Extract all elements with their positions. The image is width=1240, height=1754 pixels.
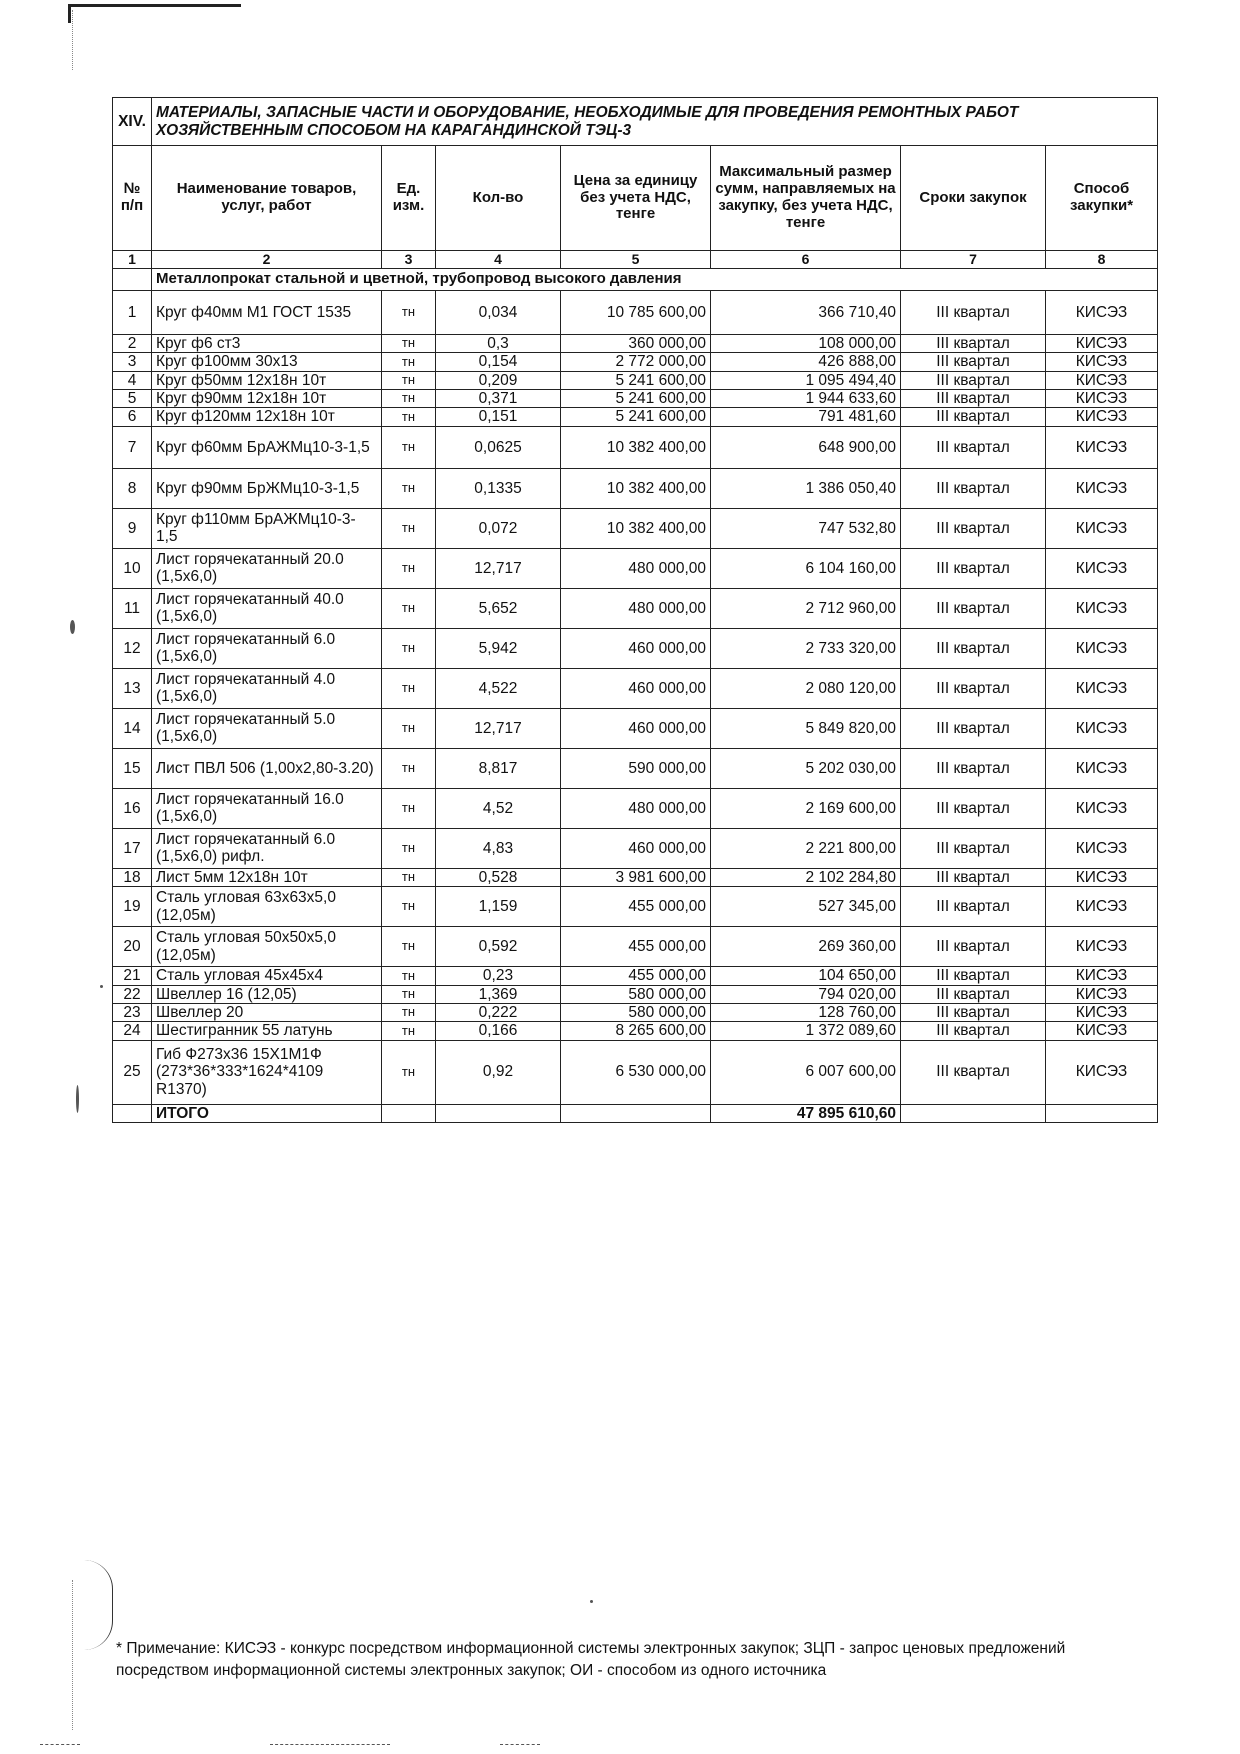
max-sum: 527 345,00 bbox=[711, 887, 901, 927]
procurement-period: III квартал bbox=[901, 508, 1046, 548]
unit-price: 460 000,00 bbox=[561, 628, 711, 668]
row-number: 1 bbox=[113, 291, 152, 335]
table-row bbox=[113, 588, 1158, 628]
col-number: 8 bbox=[1046, 251, 1158, 269]
quantity: 0,92 bbox=[436, 1040, 561, 1104]
unit-price: 3 981 600,00 bbox=[561, 868, 711, 886]
total-blank bbox=[901, 1104, 1046, 1122]
quantity: 0,151 bbox=[436, 408, 561, 426]
item-name: Лист горячекатанный 4.0 (1,5х6,0) bbox=[152, 668, 382, 708]
table-row bbox=[113, 335, 1158, 353]
header-qty: Кол-во bbox=[436, 146, 561, 251]
item-name: Швеллер 20 bbox=[152, 1003, 382, 1021]
unit-price: 455 000,00 bbox=[561, 967, 711, 985]
unit-price: 10 785 600,00 bbox=[561, 291, 711, 335]
row-number: 19 bbox=[113, 887, 152, 927]
unit-of-measure: тн bbox=[382, 927, 436, 967]
table-row bbox=[113, 708, 1158, 748]
max-sum: 2 102 284,80 bbox=[711, 868, 901, 886]
category-row bbox=[113, 269, 1158, 291]
procurement-method: КИСЭЗ bbox=[1046, 408, 1158, 426]
procurement-period: III квартал bbox=[901, 1003, 1046, 1021]
unit-price: 580 000,00 bbox=[561, 1003, 711, 1021]
unit-price: 590 000,00 bbox=[561, 748, 711, 788]
item-name: Шестигранник 55 латунь bbox=[152, 1022, 382, 1040]
procurement-method: КИСЭЗ bbox=[1046, 1022, 1158, 1040]
procurement-method: КИСЭЗ bbox=[1046, 887, 1158, 927]
unit-price: 10 382 400,00 bbox=[561, 508, 711, 548]
row-number: 4 bbox=[113, 371, 152, 389]
row-number: 20 bbox=[113, 927, 152, 967]
col-number: 6 bbox=[711, 251, 901, 269]
item-name: Лист горячекатанный 6.0 (1,5х6,0) bbox=[152, 628, 382, 668]
unit-of-measure: тн bbox=[382, 868, 436, 886]
header-num: № п/п bbox=[113, 146, 152, 251]
procurement-method: КИСЭЗ bbox=[1046, 748, 1158, 788]
max-sum: 426 888,00 bbox=[711, 353, 901, 371]
quantity: 0,0625 bbox=[436, 426, 561, 468]
item-name: Круг ф6 ст3 bbox=[152, 335, 382, 353]
table-row bbox=[113, 927, 1158, 967]
item-name: Гиб Ф273х36 15Х1М1Ф (273*36*333*1624*4109 R1370) bbox=[152, 1040, 382, 1104]
procurement-period: III квартал bbox=[901, 1040, 1046, 1104]
total-blank bbox=[113, 1104, 152, 1122]
unit-of-measure: тн bbox=[382, 408, 436, 426]
procurement-period: III квартал bbox=[901, 887, 1046, 927]
max-sum: 794 020,00 bbox=[711, 985, 901, 1003]
max-sum: 269 360,00 bbox=[711, 927, 901, 967]
quantity: 0,23 bbox=[436, 967, 561, 985]
row-number: 16 bbox=[113, 788, 152, 828]
procurement-period: III квартал bbox=[901, 828, 1046, 868]
row-number: 21 bbox=[113, 967, 152, 985]
unit-of-measure: тн bbox=[382, 508, 436, 548]
row-number: 25 bbox=[113, 1040, 152, 1104]
unit-of-measure: тн bbox=[382, 335, 436, 353]
procurement-method: КИСЭЗ bbox=[1046, 985, 1158, 1003]
unit-price: 5 241 600,00 bbox=[561, 408, 711, 426]
quantity: 0,371 bbox=[436, 390, 561, 408]
row-number: 7 bbox=[113, 426, 152, 468]
row-number: 17 bbox=[113, 828, 152, 868]
table-row bbox=[113, 426, 1158, 468]
procurement-method: КИСЭЗ bbox=[1046, 390, 1158, 408]
procurement-method: КИСЭЗ bbox=[1046, 588, 1158, 628]
procurement-period: III квартал bbox=[901, 985, 1046, 1003]
scan-speck bbox=[76, 1085, 79, 1113]
unit-price: 5 241 600,00 bbox=[561, 390, 711, 408]
header-period: Сроки закупок bbox=[901, 146, 1046, 251]
row-number: 24 bbox=[113, 1022, 152, 1040]
procurement-period: III квартал bbox=[901, 335, 1046, 353]
table-row bbox=[113, 748, 1158, 788]
scan-artifact bbox=[500, 1744, 540, 1745]
item-name: Сталь угловая 45х45х4 bbox=[152, 967, 382, 985]
table-row bbox=[113, 628, 1158, 668]
item-name: Лист ПВЛ 506 (1,00х2,80-3.20) bbox=[152, 748, 382, 788]
unit-price: 460 000,00 bbox=[561, 708, 711, 748]
quantity: 12,717 bbox=[436, 548, 561, 588]
table-row bbox=[113, 868, 1158, 886]
quantity: 0,3 bbox=[436, 335, 561, 353]
total-blank bbox=[382, 1104, 436, 1122]
section-title: МАТЕРИАЛЫ, ЗАПАСНЫЕ ЧАСТИ И ОБОРУДОВАНИЕ, НЕОБХОДИМЫЕ ДЛЯ ПРОВЕДЕНИЯ РЕМОНТНЫХ РАБОТ ХОЗЯЙСТВЕННЫМ СПОСОБОМ НА КАРАГАНДИНСКОЙ ТЭЦ-3 bbox=[152, 98, 1158, 146]
max-sum: 1 095 494,40 bbox=[711, 371, 901, 389]
max-sum: 128 760,00 bbox=[711, 1003, 901, 1021]
unit-price: 580 000,00 bbox=[561, 985, 711, 1003]
col-number: 7 bbox=[901, 251, 1046, 269]
quantity: 0,222 bbox=[436, 1003, 561, 1021]
quantity: 4,52 bbox=[436, 788, 561, 828]
table-row bbox=[113, 1022, 1158, 1040]
item-name: Лист горячекатанный 40.0 (1,5х6,0) bbox=[152, 588, 382, 628]
header-name: Наименование товаров, услуг, работ bbox=[152, 146, 382, 251]
quantity: 1,159 bbox=[436, 887, 561, 927]
col-number: 5 bbox=[561, 251, 711, 269]
row-number: 8 bbox=[113, 468, 152, 508]
item-name: Лист горячекатанный 6.0 (1,5х6,0) рифл. bbox=[152, 828, 382, 868]
unit-price: 10 382 400,00 bbox=[561, 426, 711, 468]
scan-artifact bbox=[72, 10, 73, 70]
unit-price: 360 000,00 bbox=[561, 335, 711, 353]
item-name: Круг ф90мм БрЖМц10-3-1,5 bbox=[152, 468, 382, 508]
unit-price: 10 382 400,00 bbox=[561, 468, 711, 508]
table-row bbox=[113, 668, 1158, 708]
unit-of-measure: тн bbox=[382, 1022, 436, 1040]
item-name: Круг ф110мм БрАЖМц10-3-1,5 bbox=[152, 508, 382, 548]
unit-price: 2 772 000,00 bbox=[561, 353, 711, 371]
unit-price: 6 530 000,00 bbox=[561, 1040, 711, 1104]
row-number: 3 bbox=[113, 353, 152, 371]
procurement-method: КИСЭЗ bbox=[1046, 788, 1158, 828]
max-sum: 747 532,80 bbox=[711, 508, 901, 548]
unit-of-measure: тн bbox=[382, 426, 436, 468]
unit-of-measure: тн bbox=[382, 390, 436, 408]
row-number: 12 bbox=[113, 628, 152, 668]
procurement-period: III квартал bbox=[901, 708, 1046, 748]
unit-of-measure: тн bbox=[382, 468, 436, 508]
unit-of-measure: тн bbox=[382, 353, 436, 371]
max-sum: 648 900,00 bbox=[711, 426, 901, 468]
header-row bbox=[113, 146, 1158, 251]
table-row bbox=[113, 353, 1158, 371]
quantity: 5,652 bbox=[436, 588, 561, 628]
max-sum: 1 386 050,40 bbox=[711, 468, 901, 508]
total-blank bbox=[1046, 1104, 1158, 1122]
procurement-period: III квартал bbox=[901, 668, 1046, 708]
table-row bbox=[113, 548, 1158, 588]
item-name: Лист горячекатанный 20.0 (1,5х6,0) bbox=[152, 548, 382, 588]
table-row bbox=[113, 887, 1158, 927]
max-sum: 2 221 800,00 bbox=[711, 828, 901, 868]
item-name: Лист горячекатанный 5.0 (1,5х6,0) bbox=[152, 708, 382, 748]
table-row bbox=[113, 1040, 1158, 1104]
unit-price: 480 000,00 bbox=[561, 548, 711, 588]
item-name: Круг ф60мм БрАЖМц10-3-1,5 bbox=[152, 426, 382, 468]
quantity: 0,1335 bbox=[436, 468, 561, 508]
category-label: Металлопрокат стальной и цветной, трубопровод высокого давления bbox=[152, 269, 1158, 291]
row-number: 15 bbox=[113, 748, 152, 788]
unit-of-measure: тн bbox=[382, 708, 436, 748]
procurement-period: III квартал bbox=[901, 927, 1046, 967]
scan-speck bbox=[590, 1600, 593, 1603]
row-number: 14 bbox=[113, 708, 152, 748]
category-blank bbox=[113, 269, 152, 291]
row-number: 22 bbox=[113, 985, 152, 1003]
procurement-period: III квартал bbox=[901, 967, 1046, 985]
procurement-method: КИСЭЗ bbox=[1046, 335, 1158, 353]
table-row bbox=[113, 390, 1158, 408]
scan-speck bbox=[70, 620, 75, 634]
unit-price: 455 000,00 bbox=[561, 887, 711, 927]
table-row bbox=[113, 828, 1158, 868]
col-number: 4 bbox=[436, 251, 561, 269]
handwritten-brace bbox=[84, 1560, 113, 1650]
item-name: Круг ф90мм 12х18н 10т bbox=[152, 390, 382, 408]
header-unit: Ед. изм. bbox=[382, 146, 436, 251]
unit-of-measure: тн bbox=[382, 748, 436, 788]
section-number: XIV. bbox=[113, 98, 152, 146]
procurement-method: КИСЭЗ bbox=[1046, 708, 1158, 748]
quantity: 0,528 bbox=[436, 868, 561, 886]
total-blank bbox=[561, 1104, 711, 1122]
unit-of-measure: тн bbox=[382, 628, 436, 668]
table-row bbox=[113, 291, 1158, 335]
procurement-method: КИСЭЗ bbox=[1046, 628, 1158, 668]
header-price: Цена за единицу без учета НДС, тенге bbox=[561, 146, 711, 251]
quantity: 0,592 bbox=[436, 927, 561, 967]
procurement-method: КИСЭЗ bbox=[1046, 508, 1158, 548]
quantity: 4,83 bbox=[436, 828, 561, 868]
max-sum: 2 712 960,00 bbox=[711, 588, 901, 628]
quantity: 12,717 bbox=[436, 708, 561, 748]
scan-artifact bbox=[40, 1744, 80, 1745]
quantity: 0,034 bbox=[436, 291, 561, 335]
table-row bbox=[113, 1003, 1158, 1021]
unit-of-measure: тн bbox=[382, 985, 436, 1003]
procurement-method: КИСЭЗ bbox=[1046, 548, 1158, 588]
row-number: 6 bbox=[113, 408, 152, 426]
total-sum: 47 895 610,60 bbox=[711, 1104, 901, 1122]
table-row bbox=[113, 408, 1158, 426]
row-number: 13 bbox=[113, 668, 152, 708]
unit-price: 480 000,00 bbox=[561, 588, 711, 628]
max-sum: 791 481,60 bbox=[711, 408, 901, 426]
procurement-method: КИСЭЗ bbox=[1046, 1003, 1158, 1021]
procurement-method: КИСЭЗ bbox=[1046, 828, 1158, 868]
procurement-period: III квартал bbox=[901, 1022, 1046, 1040]
quantity: 0,209 bbox=[436, 371, 561, 389]
procurement-method: КИСЭЗ bbox=[1046, 927, 1158, 967]
unit-of-measure: тн bbox=[382, 668, 436, 708]
table-row bbox=[113, 967, 1158, 985]
unit-price: 8 265 600,00 bbox=[561, 1022, 711, 1040]
row-number: 10 bbox=[113, 548, 152, 588]
max-sum: 6 104 160,00 bbox=[711, 548, 901, 588]
scan-artifact bbox=[270, 1744, 390, 1745]
procurement-period: III квартал bbox=[901, 371, 1046, 389]
item-name: Лист 5мм 12х18н 10т bbox=[152, 868, 382, 886]
procurement-method: КИСЭЗ bbox=[1046, 353, 1158, 371]
max-sum: 5 849 820,00 bbox=[711, 708, 901, 748]
max-sum: 1 372 089,60 bbox=[711, 1022, 901, 1040]
unit-price: 460 000,00 bbox=[561, 828, 711, 868]
unit-price: 455 000,00 bbox=[561, 927, 711, 967]
table-row bbox=[113, 788, 1158, 828]
quantity: 0,154 bbox=[436, 353, 561, 371]
quantity: 5,942 bbox=[436, 628, 561, 668]
procurement-period: III квартал bbox=[901, 788, 1046, 828]
header-method: Способ закупки* bbox=[1046, 146, 1158, 251]
table-row bbox=[113, 508, 1158, 548]
unit-of-measure: тн bbox=[382, 828, 436, 868]
max-sum: 5 202 030,00 bbox=[711, 748, 901, 788]
row-number: 9 bbox=[113, 508, 152, 548]
table-row bbox=[113, 468, 1158, 508]
quantity: 1,369 bbox=[436, 985, 561, 1003]
quantity: 4,522 bbox=[436, 668, 561, 708]
procurement-period: III квартал bbox=[901, 868, 1046, 886]
total-blank bbox=[436, 1104, 561, 1122]
header-sum: Максимальный размер сумм, направляемых на закупку, без учета НДС, тенге bbox=[711, 146, 901, 251]
unit-of-measure: тн bbox=[382, 1040, 436, 1104]
procurement-method: КИСЭЗ bbox=[1046, 868, 1158, 886]
row-number: 23 bbox=[113, 1003, 152, 1021]
procurement-method: КИСЭЗ bbox=[1046, 468, 1158, 508]
unit-of-measure: тн bbox=[382, 588, 436, 628]
item-name: Круг ф50мм 12х18н 10т bbox=[152, 371, 382, 389]
procurement-table bbox=[112, 97, 1158, 1123]
procurement-method: КИСЭЗ bbox=[1046, 371, 1158, 389]
unit-price: 480 000,00 bbox=[561, 788, 711, 828]
scan-speck bbox=[100, 985, 103, 988]
max-sum: 2 080 120,00 bbox=[711, 668, 901, 708]
col-number: 2 bbox=[152, 251, 382, 269]
procurement-period: III квартал bbox=[901, 390, 1046, 408]
max-sum: 2 733 320,00 bbox=[711, 628, 901, 668]
row-number: 18 bbox=[113, 868, 152, 886]
item-name: Швеллер 16 (12,05) bbox=[152, 985, 382, 1003]
procurement-period: III квартал bbox=[901, 468, 1046, 508]
max-sum: 1 944 633,60 bbox=[711, 390, 901, 408]
procurement-period: III квартал bbox=[901, 408, 1046, 426]
item-name: Круг ф100мм 30х13 bbox=[152, 353, 382, 371]
unit-of-measure: тн bbox=[382, 967, 436, 985]
max-sum: 6 007 600,00 bbox=[711, 1040, 901, 1104]
procurement-period: III квартал bbox=[901, 426, 1046, 468]
table-row bbox=[113, 985, 1158, 1003]
procurement-method: КИСЭЗ bbox=[1046, 668, 1158, 708]
item-name: Круг ф120мм 12х18н 10т bbox=[152, 408, 382, 426]
max-sum: 108 000,00 bbox=[711, 335, 901, 353]
quantity: 8,817 bbox=[436, 748, 561, 788]
item-name: Лист горячекатанный 16.0 (1,5х6,0) bbox=[152, 788, 382, 828]
unit-of-measure: тн bbox=[382, 548, 436, 588]
max-sum: 2 169 600,00 bbox=[711, 788, 901, 828]
unit-of-measure: тн bbox=[382, 1003, 436, 1021]
unit-of-measure: тн bbox=[382, 371, 436, 389]
row-number: 2 bbox=[113, 335, 152, 353]
procurement-period: III квартал bbox=[901, 588, 1046, 628]
col-number: 1 bbox=[113, 251, 152, 269]
scan-corner-mark bbox=[68, 4, 241, 23]
total-row bbox=[113, 1104, 1158, 1122]
procurement-period: III квартал bbox=[901, 291, 1046, 335]
item-name: Сталь угловая 50х50х5,0 (12,05м) bbox=[152, 927, 382, 967]
procurement-method: КИСЭЗ bbox=[1046, 967, 1158, 985]
unit-of-measure: тн bbox=[382, 291, 436, 335]
quantity: 0,166 bbox=[436, 1022, 561, 1040]
item-name: Круг ф40мм М1 ГОСТ 1535 bbox=[152, 291, 382, 335]
scan-artifact bbox=[72, 1580, 73, 1730]
procurement-method: КИСЭЗ bbox=[1046, 291, 1158, 335]
column-number-row bbox=[113, 251, 1158, 269]
procurement-method: КИСЭЗ bbox=[1046, 426, 1158, 468]
row-number: 11 bbox=[113, 588, 152, 628]
table-row bbox=[113, 371, 1158, 389]
unit-of-measure: тн bbox=[382, 788, 436, 828]
procurement-period: III квартал bbox=[901, 748, 1046, 788]
item-name: Сталь угловая 63х63х5,0 (12,05м) bbox=[152, 887, 382, 927]
total-label: ИТОГО bbox=[152, 1104, 382, 1122]
row-number: 5 bbox=[113, 390, 152, 408]
procurement-period: III квартал bbox=[901, 548, 1046, 588]
procurement-period: III квартал bbox=[901, 353, 1046, 371]
unit-of-measure: тн bbox=[382, 887, 436, 927]
procurement-method: КИСЭЗ bbox=[1046, 1040, 1158, 1104]
max-sum: 104 650,00 bbox=[711, 967, 901, 985]
col-number: 3 bbox=[382, 251, 436, 269]
section-title-row bbox=[113, 98, 1158, 146]
footnote: * Примечание: КИСЭЗ - конкурс посредством информационной системы электронных закупок; ЗЦП - запрос ценовых предложений посредством информационной системы электронных закупок; ОИ - способом из одного источника bbox=[116, 1640, 1066, 1680]
quantity: 0,072 bbox=[436, 508, 561, 548]
unit-price: 5 241 600,00 bbox=[561, 371, 711, 389]
unit-price: 460 000,00 bbox=[561, 668, 711, 708]
procurement-period: III квартал bbox=[901, 628, 1046, 668]
max-sum: 366 710,40 bbox=[711, 291, 901, 335]
